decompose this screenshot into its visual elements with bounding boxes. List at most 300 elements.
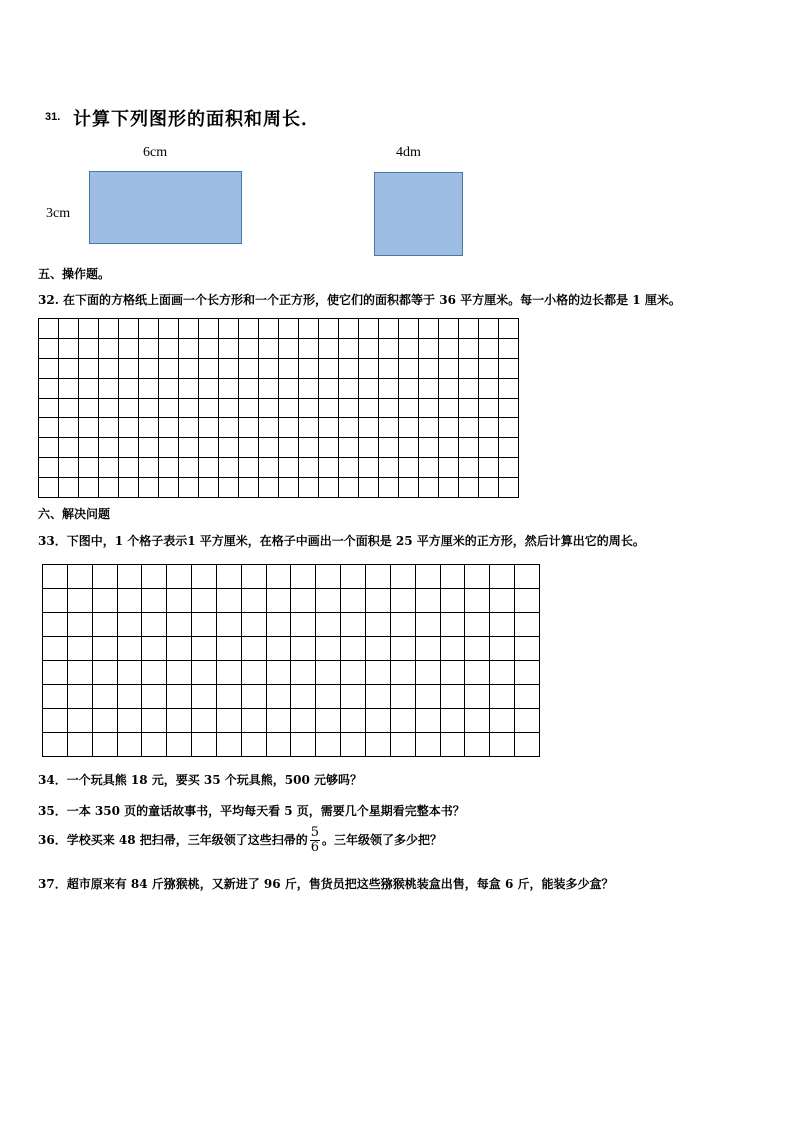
grid-cell[interactable] <box>459 418 479 438</box>
grid-cell[interactable] <box>499 338 519 358</box>
grid-cell[interactable] <box>259 478 279 498</box>
grid-cell[interactable] <box>241 661 266 685</box>
grid-cell[interactable] <box>167 637 192 661</box>
grid-cell[interactable] <box>279 398 299 418</box>
grid-cell[interactable] <box>339 398 359 418</box>
grid-cell[interactable] <box>479 478 499 498</box>
grid-cell[interactable] <box>266 613 291 637</box>
grid-cell[interactable] <box>139 398 159 418</box>
grid-cell[interactable] <box>259 319 279 339</box>
grid-cell[interactable] <box>266 685 291 709</box>
grid-cell[interactable] <box>279 458 299 478</box>
grid-cell[interactable] <box>59 319 79 339</box>
grid-cell[interactable] <box>515 661 540 685</box>
grid-cell[interactable] <box>79 438 99 458</box>
grid-cell[interactable] <box>479 458 499 478</box>
grid-cell[interactable] <box>43 613 68 637</box>
grid-cell[interactable] <box>316 709 341 733</box>
grid-cell[interactable] <box>142 733 167 757</box>
grid-cell[interactable] <box>341 685 366 709</box>
grid-cell[interactable] <box>499 478 519 498</box>
grid-cell[interactable] <box>59 338 79 358</box>
grid-cell[interactable] <box>299 319 319 339</box>
grid-cell[interactable] <box>419 378 439 398</box>
grid-cell[interactable] <box>241 637 266 661</box>
grid-cell[interactable] <box>291 613 316 637</box>
grid-cell[interactable] <box>92 637 117 661</box>
grid-cell[interactable] <box>490 565 515 589</box>
grid-cell[interactable] <box>439 358 459 378</box>
grid-cell[interactable] <box>216 685 241 709</box>
grid-cell[interactable] <box>439 478 459 498</box>
grid-cell[interactable] <box>440 613 465 637</box>
grid-cell[interactable] <box>479 438 499 458</box>
grid-cell[interactable] <box>279 378 299 398</box>
grid-cell[interactable] <box>219 478 239 498</box>
grid-cell[interactable] <box>192 709 217 733</box>
grid-cell[interactable] <box>359 438 379 458</box>
grid-cell[interactable] <box>291 565 316 589</box>
grid-cell[interactable] <box>339 338 359 358</box>
grid-cell[interactable] <box>79 378 99 398</box>
grid-cell[interactable] <box>159 358 179 378</box>
grid-cell[interactable] <box>179 458 199 478</box>
grid-cell[interactable] <box>117 565 142 589</box>
grid-cell[interactable] <box>339 378 359 398</box>
grid-cell[interactable] <box>67 637 92 661</box>
grid-cell[interactable] <box>415 709 440 733</box>
grid-cell[interactable] <box>419 478 439 498</box>
grid-cell[interactable] <box>199 438 219 458</box>
grid-cell[interactable] <box>399 418 419 438</box>
grid-cell[interactable] <box>99 338 119 358</box>
grid-cell[interactable] <box>99 378 119 398</box>
grid-cell[interactable] <box>79 398 99 418</box>
grid-cell[interactable] <box>117 589 142 613</box>
grid-cell[interactable] <box>239 358 259 378</box>
grid-cell[interactable] <box>399 319 419 339</box>
grid-cell[interactable] <box>299 378 319 398</box>
grid-cell[interactable] <box>479 319 499 339</box>
grid-cell[interactable] <box>319 358 339 378</box>
grid-cell[interactable] <box>291 661 316 685</box>
grid-cell[interactable] <box>67 661 92 685</box>
grid-cell[interactable] <box>199 418 219 438</box>
grid-cell[interactable] <box>291 709 316 733</box>
grid-cell[interactable] <box>179 358 199 378</box>
grid-cell[interactable] <box>440 709 465 733</box>
grid-cell[interactable] <box>167 589 192 613</box>
grid-cell[interactable] <box>259 338 279 358</box>
grid-cell[interactable] <box>241 565 266 589</box>
grid-cell[interactable] <box>419 418 439 438</box>
grid-cell[interactable] <box>465 637 490 661</box>
grid-cell[interactable] <box>359 478 379 498</box>
grid-cell[interactable] <box>419 458 439 478</box>
grid-cell[interactable] <box>390 565 415 589</box>
grid-cell[interactable] <box>239 338 259 358</box>
grid-cell[interactable] <box>359 319 379 339</box>
grid-cell[interactable] <box>365 565 390 589</box>
grid-cell[interactable] <box>341 637 366 661</box>
grid-cell[interactable] <box>139 418 159 438</box>
grid-cell[interactable] <box>219 418 239 438</box>
grid-cell[interactable] <box>79 358 99 378</box>
grid-cell[interactable] <box>379 478 399 498</box>
grid-cell[interactable] <box>239 378 259 398</box>
grid-cell[interactable] <box>67 733 92 757</box>
grid-cell[interactable] <box>219 398 239 418</box>
grid-cell[interactable] <box>199 338 219 358</box>
grid-cell[interactable] <box>199 358 219 378</box>
grid-cell[interactable] <box>499 358 519 378</box>
grid-cell[interactable] <box>465 589 490 613</box>
grid-cell[interactable] <box>341 613 366 637</box>
grid-cell[interactable] <box>139 319 159 339</box>
grid-cell[interactable] <box>92 613 117 637</box>
grid-cell[interactable] <box>515 685 540 709</box>
grid-cell[interactable] <box>279 338 299 358</box>
grid-cell[interactable] <box>119 438 139 458</box>
grid-cell[interactable] <box>241 685 266 709</box>
grid-cell[interactable] <box>239 478 259 498</box>
grid-cell[interactable] <box>339 319 359 339</box>
grid-cell[interactable] <box>43 565 68 589</box>
grid-cell[interactable] <box>167 613 192 637</box>
grid-cell[interactable] <box>99 418 119 438</box>
grid-cell[interactable] <box>365 709 390 733</box>
grid-cell[interactable] <box>117 685 142 709</box>
grid-cell[interactable] <box>139 478 159 498</box>
grid-cell[interactable] <box>379 438 399 458</box>
grid-cell[interactable] <box>390 709 415 733</box>
grid-cell[interactable] <box>43 709 68 733</box>
grid-cell[interactable] <box>415 685 440 709</box>
grid-cell[interactable] <box>216 565 241 589</box>
grid-cell[interactable] <box>365 661 390 685</box>
grid-cell[interactable] <box>259 458 279 478</box>
grid-cell[interactable] <box>259 418 279 438</box>
grid-cell[interactable] <box>159 438 179 458</box>
grid-cell[interactable] <box>415 565 440 589</box>
grid-cell[interactable] <box>39 378 59 398</box>
grid-cell[interactable] <box>439 319 459 339</box>
grid-cell[interactable] <box>419 398 439 418</box>
grid-cell[interactable] <box>419 358 439 378</box>
grid-cell[interactable] <box>179 338 199 358</box>
grid-cell[interactable] <box>439 338 459 358</box>
grid-cell[interactable] <box>399 438 419 458</box>
grid-cell[interactable] <box>241 709 266 733</box>
grid-cell[interactable] <box>39 418 59 438</box>
grid-cell[interactable] <box>465 565 490 589</box>
grid-cell[interactable] <box>359 358 379 378</box>
grid-cell[interactable] <box>259 358 279 378</box>
grid-cell[interactable] <box>39 398 59 418</box>
grid-cell[interactable] <box>499 319 519 339</box>
grid-cell[interactable] <box>316 613 341 637</box>
grid-cell[interactable] <box>515 709 540 733</box>
grid-cell[interactable] <box>219 378 239 398</box>
grid-cell[interactable] <box>439 458 459 478</box>
grid-cell[interactable] <box>239 458 259 478</box>
grid-cell[interactable] <box>99 319 119 339</box>
grid-cell[interactable] <box>43 589 68 613</box>
grid-cell[interactable] <box>159 398 179 418</box>
grid-cell[interactable] <box>399 338 419 358</box>
grid-cell[interactable] <box>92 733 117 757</box>
grid-cell[interactable] <box>365 685 390 709</box>
grid-cell[interactable] <box>241 733 266 757</box>
grid-cell[interactable] <box>465 709 490 733</box>
grid-cell[interactable] <box>479 418 499 438</box>
grid-cell[interactable] <box>142 661 167 685</box>
grid-cell[interactable] <box>39 438 59 458</box>
grid-cell[interactable] <box>179 478 199 498</box>
grid-cell[interactable] <box>365 589 390 613</box>
grid-cell[interactable] <box>379 358 399 378</box>
grid-cell[interactable] <box>490 685 515 709</box>
grid-cell[interactable] <box>339 358 359 378</box>
grid-cell[interactable] <box>179 418 199 438</box>
grid-cell[interactable] <box>465 613 490 637</box>
grid-cell[interactable] <box>390 637 415 661</box>
grid-cell[interactable] <box>266 733 291 757</box>
grid-cell[interactable] <box>92 685 117 709</box>
grid-cell[interactable] <box>390 589 415 613</box>
grid-cell[interactable] <box>316 565 341 589</box>
grid-cell[interactable] <box>192 661 217 685</box>
grid-cell[interactable] <box>339 458 359 478</box>
grid-cell[interactable] <box>291 637 316 661</box>
grid-cell[interactable] <box>79 418 99 438</box>
grid-cell[interactable] <box>316 733 341 757</box>
grid-cell[interactable] <box>39 338 59 358</box>
grid-cell[interactable] <box>440 565 465 589</box>
grid-cell[interactable] <box>279 319 299 339</box>
grid-cell[interactable] <box>399 378 419 398</box>
grid-cell[interactable] <box>179 319 199 339</box>
grid-cell[interactable] <box>359 398 379 418</box>
grid-cell[interactable] <box>259 398 279 418</box>
grid-cell[interactable] <box>440 589 465 613</box>
grid-cell[interactable] <box>365 613 390 637</box>
grid-cell[interactable] <box>365 733 390 757</box>
grid-cell[interactable] <box>159 418 179 438</box>
grid-cell[interactable] <box>39 458 59 478</box>
grid-cell[interactable] <box>319 458 339 478</box>
grid-cell[interactable] <box>279 358 299 378</box>
grid-cell[interactable] <box>359 458 379 478</box>
grid-cell[interactable] <box>59 478 79 498</box>
grid-cell[interactable] <box>399 398 419 418</box>
grid-cell[interactable] <box>419 338 439 358</box>
grid-cell[interactable] <box>139 358 159 378</box>
grid-cell[interactable] <box>299 458 319 478</box>
grid-cell[interactable] <box>279 478 299 498</box>
grid-cell[interactable] <box>139 458 159 478</box>
grid-cell[interactable] <box>299 338 319 358</box>
grid-cell[interactable] <box>365 637 390 661</box>
grid-cell[interactable] <box>341 661 366 685</box>
grid-cell[interactable] <box>490 589 515 613</box>
grid-cell[interactable] <box>192 733 217 757</box>
grid-cell[interactable] <box>43 661 68 685</box>
grid-cell[interactable] <box>67 709 92 733</box>
grid-cell[interactable] <box>59 438 79 458</box>
grid-cell[interactable] <box>119 398 139 418</box>
grid-cell[interactable] <box>490 661 515 685</box>
grid-cell[interactable] <box>266 565 291 589</box>
grid-cell[interactable] <box>459 458 479 478</box>
grid-cell[interactable] <box>39 478 59 498</box>
grid-cell[interactable] <box>216 733 241 757</box>
grid-cell[interactable] <box>515 637 540 661</box>
grid-cell[interactable] <box>119 319 139 339</box>
grid-cell[interactable] <box>179 378 199 398</box>
grid-cell[interactable] <box>319 378 339 398</box>
grid-cell[interactable] <box>319 478 339 498</box>
grid-cell[interactable] <box>192 613 217 637</box>
grid-cell[interactable] <box>117 637 142 661</box>
grid-cell[interactable] <box>459 358 479 378</box>
grid-cell[interactable] <box>142 685 167 709</box>
grid-cell[interactable] <box>399 458 419 478</box>
grid-cell[interactable] <box>59 458 79 478</box>
grid-cell[interactable] <box>259 438 279 458</box>
grid-cell[interactable] <box>119 378 139 398</box>
grid-cell[interactable] <box>479 358 499 378</box>
grid-cell[interactable] <box>479 398 499 418</box>
grid-cell[interactable] <box>465 685 490 709</box>
grid-cell[interactable] <box>291 589 316 613</box>
grid-cell[interactable] <box>266 589 291 613</box>
grid-cell[interactable] <box>459 438 479 458</box>
grid-cell[interactable] <box>79 458 99 478</box>
grid-cell[interactable] <box>99 438 119 458</box>
grid-cell[interactable] <box>399 358 419 378</box>
grid-cell[interactable] <box>291 733 316 757</box>
grid-cell[interactable] <box>415 733 440 757</box>
grid-cell[interactable] <box>79 338 99 358</box>
grid-cell[interactable] <box>379 338 399 358</box>
grid-cell[interactable] <box>390 685 415 709</box>
grid-cell[interactable] <box>119 358 139 378</box>
grid-cell[interactable] <box>459 478 479 498</box>
grid-cell[interactable] <box>117 613 142 637</box>
grid-cell[interactable] <box>419 319 439 339</box>
grid-cell[interactable] <box>239 438 259 458</box>
grid-cell[interactable] <box>119 338 139 358</box>
grid-cell[interactable] <box>439 438 459 458</box>
grid-cell[interactable] <box>379 319 399 339</box>
grid-cell[interactable] <box>216 637 241 661</box>
grid-cell[interactable] <box>499 458 519 478</box>
grid-cell[interactable] <box>216 589 241 613</box>
grid-cell[interactable] <box>167 565 192 589</box>
grid-cell[interactable] <box>219 438 239 458</box>
grid-cell[interactable] <box>299 438 319 458</box>
grid-cell[interactable] <box>359 338 379 358</box>
grid-cell[interactable] <box>192 565 217 589</box>
grid-cell[interactable] <box>266 637 291 661</box>
grid-cell[interactable] <box>459 398 479 418</box>
grid-cell[interactable] <box>43 733 68 757</box>
q33-grid[interactable] <box>42 564 540 757</box>
grid-cell[interactable] <box>415 661 440 685</box>
grid-cell[interactable] <box>79 319 99 339</box>
grid-cell[interactable] <box>241 589 266 613</box>
grid-cell[interactable] <box>399 478 419 498</box>
grid-cell[interactable] <box>216 661 241 685</box>
grid-cell[interactable] <box>279 418 299 438</box>
grid-cell[interactable] <box>59 398 79 418</box>
grid-cell[interactable] <box>515 613 540 637</box>
grid-cell[interactable] <box>415 589 440 613</box>
grid-cell[interactable] <box>219 338 239 358</box>
grid-cell[interactable] <box>479 378 499 398</box>
grid-cell[interactable] <box>465 661 490 685</box>
grid-cell[interactable] <box>59 358 79 378</box>
grid-cell[interactable] <box>117 709 142 733</box>
grid-cell[interactable] <box>415 637 440 661</box>
grid-cell[interactable] <box>266 709 291 733</box>
grid-cell[interactable] <box>241 613 266 637</box>
grid-cell[interactable] <box>415 613 440 637</box>
grid-cell[interactable] <box>179 398 199 418</box>
grid-cell[interactable] <box>379 398 399 418</box>
grid-cell[interactable] <box>490 733 515 757</box>
grid-cell[interactable] <box>159 458 179 478</box>
grid-cell[interactable] <box>199 319 219 339</box>
grid-cell[interactable] <box>79 478 99 498</box>
grid-cell[interactable] <box>459 378 479 398</box>
grid-cell[interactable] <box>279 438 299 458</box>
grid-cell[interactable] <box>92 589 117 613</box>
grid-cell[interactable] <box>379 378 399 398</box>
grid-cell[interactable] <box>319 338 339 358</box>
grid-cell[interactable] <box>316 685 341 709</box>
grid-cell[interactable] <box>440 685 465 709</box>
grid-cell[interactable] <box>139 378 159 398</box>
grid-cell[interactable] <box>39 319 59 339</box>
grid-cell[interactable] <box>439 418 459 438</box>
grid-cell[interactable] <box>219 319 239 339</box>
grid-cell[interactable] <box>341 709 366 733</box>
grid-cell[interactable] <box>43 637 68 661</box>
grid-cell[interactable] <box>167 661 192 685</box>
grid-cell[interactable] <box>142 565 167 589</box>
grid-cell[interactable] <box>299 478 319 498</box>
grid-cell[interactable] <box>59 378 79 398</box>
grid-cell[interactable] <box>339 418 359 438</box>
grid-cell[interactable] <box>67 685 92 709</box>
grid-cell[interactable] <box>359 378 379 398</box>
grid-cell[interactable] <box>319 418 339 438</box>
grid-cell[interactable] <box>341 565 366 589</box>
grid-cell[interactable] <box>291 685 316 709</box>
grid-cell[interactable] <box>219 358 239 378</box>
grid-cell[interactable] <box>440 637 465 661</box>
grid-cell[interactable] <box>319 398 339 418</box>
grid-cell[interactable] <box>490 709 515 733</box>
grid-cell[interactable] <box>92 709 117 733</box>
grid-cell[interactable] <box>67 565 92 589</box>
grid-cell[interactable] <box>199 458 219 478</box>
grid-cell[interactable] <box>239 319 259 339</box>
grid-cell[interactable] <box>490 637 515 661</box>
grid-cell[interactable] <box>99 458 119 478</box>
